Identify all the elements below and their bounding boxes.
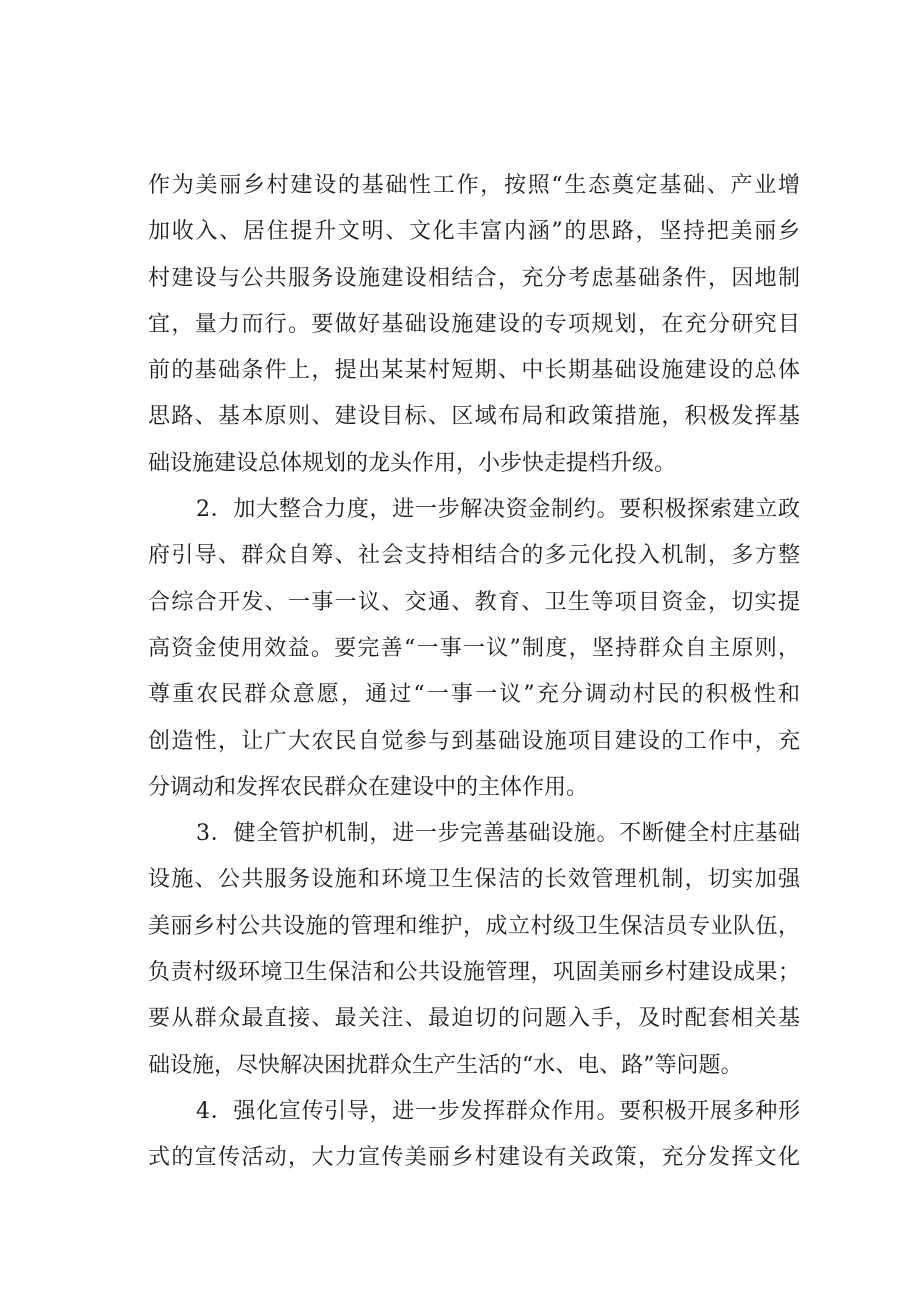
text-line: 创造性，让广大农民自觉参与到基础设施项目建设的工作中，充 — [148, 728, 800, 754]
text-line: 础设施，尽快解决困扰群众生产生活的“水、电、路”等问题。 — [148, 1052, 743, 1078]
text-line: 作为美丽乡村建设的基础性工作，按照“生态奠定基础、产业增 — [148, 173, 800, 198]
text-line: 宜，量力而行。要做好基础设施建设的专项规划，在充分研究目 — [148, 311, 800, 337]
text-line: 负责村级环境卫生保洁和公共设施管理，巩固美丽乡村建设成果； — [148, 960, 800, 986]
text-line: 美丽乡村公共设施的管理和维护，成立村级卫生保洁员专业队伍， — [148, 913, 800, 939]
text-line: 思路、基本原则、建设目标、区域布局和政策措施，积极发挥基 — [148, 404, 800, 430]
text-line: 分调动和发挥农民群众在建设中的主体作用。 — [148, 774, 589, 800]
text-line: 设施、公共服务设施和环境卫生保洁的长效管理机制，切实加强 — [148, 867, 800, 893]
text-line: 前的基础条件上，提出某某村短期、中长期基础设施建设的总体 — [148, 358, 800, 384]
text-line: 府引导、群众自筹、社会支持相结合的多元化投入机制，多方整 — [148, 543, 800, 569]
text-line: 要从群众最直接、最关注、最迫切的问题入手，及时配套相关基 — [148, 1006, 800, 1032]
text-line: 尊重农民群众意愿，通过“一事一议”充分调动村民的积极性和 — [148, 682, 800, 708]
text-line: 村建设与公共服务设施建设相结合，充分考虑基础条件，因地制 — [148, 265, 800, 291]
body-text — [148, 163, 800, 1182]
text-line: 合综合开发、一事一议、交通、教育、卫生等项目资金，切实提 — [148, 589, 800, 615]
paragraph-heading-line: 3．健全管护机制，进一步完善基础设施。不断健全村庄基础 — [196, 821, 800, 847]
text-line: 式的宣传活动，大力宣传美丽乡村建设有关政策，充分发挥文化 — [148, 1145, 800, 1171]
text-line: 高资金使用效益。要完善“一事一议”制度，坚持群众自主原则， — [148, 635, 800, 661]
paragraph-heading-line: 4．强化宣传引导，进一步发挥群众作用。要积极开展多种形 — [196, 1098, 800, 1124]
text-line: 础设施建设总体规划的龙头作用，小步快走提档升级。 — [148, 450, 677, 476]
paragraph-heading-line: 2．加大整合力度，进一步解决资金制约。要积极探索建立政 — [196, 497, 800, 523]
text-line: 加收入、居住提升文明、文化丰富内涵”的思路，坚持把美丽乡 — [148, 219, 800, 245]
